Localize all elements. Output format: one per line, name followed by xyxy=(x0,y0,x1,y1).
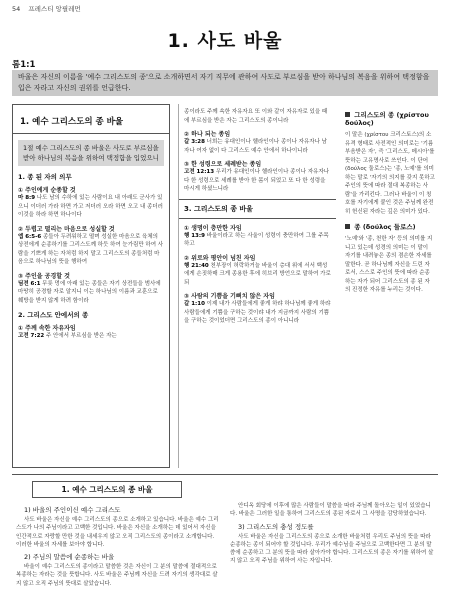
item-verse xyxy=(184,300,331,326)
glossary-text: '노예'와 '종, 천한 자' 등의 의미를 지니고 있는데 성경의 의미는 이 말이 자기를 내려놓은 종의 겸손한 자세를 말한다. 곧 하나님께 자신을 드린 자로서, 스스로 주인의 뜻에 따라 순종하는 자가 되어 그리스도의 종 된 자의 진정한 자유를 누리는 것이다. xyxy=(345,236,433,293)
item-verse xyxy=(18,233,164,267)
verse-ref: 행 13:9 xyxy=(184,232,205,239)
item-title: ③ 한 성령으로 세례받는 종임 xyxy=(184,161,262,168)
verse-text: 너희는 유대인이나 헬라인이나 종이나 자유자나 남자나 여자 없이 다 그리스도 예수 안에서 하나이니라 xyxy=(184,139,327,154)
sermon-point-heading: 2) 주님의 말씀에 순종하는 바울 xyxy=(24,553,115,562)
item-verse xyxy=(184,262,331,288)
verse-ref: 고전 12:13 xyxy=(184,169,215,175)
verse-ref: 고전 7:22 xyxy=(18,333,45,339)
square-bullet-icon xyxy=(345,112,350,117)
item-title: ① 생명이 충만한 자임 xyxy=(184,224,242,232)
sermon-point-heading: 1) 바울의 주인이신 예수 그리스도 xyxy=(24,506,121,514)
glossary-greek: (δούλος 둘로스) xyxy=(362,223,416,231)
verse-text: 바울이라고 하는 사울이 성령이 충만하여 그를 주목하고 xyxy=(184,232,329,247)
item-verse xyxy=(184,168,331,194)
item-list xyxy=(184,129,331,194)
item-title: ① 주께 속한 자유자임 xyxy=(18,325,76,332)
verse-ref: 갈 1:10 xyxy=(184,301,205,307)
square-bullet-icon xyxy=(345,224,350,229)
item-list xyxy=(18,185,164,305)
verse-text: 나도 남의 수하에 있는 사람이요 내 아래도 군사가 있으니 이더러 가라 하면 가고 저더러 오라 하면 오고 내 종더러 이것을 하라 하면 하나이다 xyxy=(18,195,163,218)
continued-text: 종이라도 주께 속한 자유자요 또 이와 같이 자유자로 있을 때에 부르심을 받은 자는 그리스도의 종이니라 xyxy=(184,109,328,124)
verse-text: 종들아 두려워하고 떨며 성실한 마음으로 육체의 상전에게 순종하기를 그리스도께 하듯 하여 눈가림만 하여 사람을 기쁘게 하는 자처럼 하지 말고 그리스도의 종들처럼 마음으로 하나님의 뜻을 행하여 xyxy=(18,233,164,265)
sermon-paragraph: 사도 바울은 자신을 예수 그리스도의 종으로 소개하고 있습니다. 바울은 예수 그리스도가 나의 주님이라고 고백한 것입니다. 바울은 자신을 소개하는 데 있어서 자신을 인간적으로 자랑할 만한 것을 내세우지 않고 오직 그리스도의 종이라고 소개합니다. 이러한 바울의 자세를 보아야 합니다. xyxy=(16,517,219,548)
item-verse xyxy=(184,232,331,249)
item-title: ② 두렵고 떨리는 마음으로 성실할 것 xyxy=(18,225,115,233)
subsection-heading: 1. 종 된 자의 의무 xyxy=(18,173,72,181)
item-title: ① 주인에게 순종할 것 xyxy=(18,187,76,194)
verse-text: 이제 내가 사람들에게 좋게 하랴 하나님께 좋게 하랴 사람들에게 기쁨을 구하는 것이랴 내가 지금까지 사람의 기쁨을 구하는 것이었더면 그리스도의 종이 아니니라 xyxy=(184,301,331,324)
glossary-text: 이 말은 (χρίστου 크리스토스)의 소유격 형태로 사전적인 의미로는 '기름 부음받은 자', 즉 '그리스도, 메시아'를 뜻하는 고유명사로 쓰인다. 이 단어(δούλος 둘로스)는 '종, 노예'를 의미하는 말로 '자기의 의지를 갖지 못하고 주인의 뜻에 따라 절대 복종하는 사람'을 가리킨다. 그러나 바울이 이 칭호를 자기에게 붙인 것은 주님께 완전히 헌신된 자라는 깊은 의미가 있다. xyxy=(345,132,435,215)
sermon-title: 1. 예수 그리스도의 종 바울 xyxy=(32,481,182,498)
glossary-term: 종 xyxy=(354,223,361,231)
outline-column-2 xyxy=(178,104,336,468)
glossary-heading xyxy=(345,110,435,127)
verse-text: 무릇 멍에 아래 있는 종들은 자기 상전들을 범사에 마땅히 공경할 자로 알지니 이는 하나님의 이름과 교훈으로 훼방을 받지 않게 하려 함이라 xyxy=(18,280,161,304)
item-title: ③ 사람의 기쁨을 기뻐치 않은 자임 xyxy=(184,293,275,300)
running-title: 프레스티 앙필레먼 xyxy=(28,5,81,13)
verse-text: 우리가 유대인이나 헬라인이나 종이나 자유자나 다 한 성령으로 세례를 받아 한 몸이 되었고 또 다 한 성령을 마시게 하셨느니라 xyxy=(184,169,330,192)
item-title: ② 하나 되는 종임 xyxy=(184,131,231,138)
item-verse xyxy=(18,280,164,306)
item-title: ② 위로와 평안이 넘친 자임 xyxy=(184,254,256,262)
glossary-term: 그리스도의 종 xyxy=(354,111,395,119)
sermon-point-heading: 3) 그리스도의 충성 정도를 xyxy=(238,522,314,531)
section-title: 1. 예수 그리스도의 종 바울 xyxy=(13,105,169,134)
sermon-paragraph: 사도 바울은 자신을 그리스도의 종으로 소개한 바울처럼 우리도 주님의 뜻을 따라 순종하는 종이 되어야 할 것입니다. 우리가 예수님을 주님으로 고백한다면 그 분의 말씀에 순종하고 그 분의 뜻을 따라 살아가야 합니다. 그리스도의 종은 자기를 위하여 살지 않고 오직 주님을 위하여 사는 자입니다. xyxy=(230,533,434,565)
verse-ref: 엡 6:5-6 xyxy=(18,233,42,240)
section-heading: 3. 그리스도의 종 바울 xyxy=(179,199,336,219)
key-verse-box: 1절 예수 그리스도의 종 바울은 사도로 부르심을 받아 하나님의 복음을 위하여 택정함을 입었으니 xyxy=(18,140,164,166)
sermon-paragraph: 바울이 예수 그리스도의 종이라고 말씀한 것은 자신이 그 분의 말씀에 절대적으로 복종하는 자라는 것을 뜻합니다. 사도 바울은 주님께 자신을 드려 자기의 생각대로 살지 않고 오직 주님의 뜻대로 살았습니다. xyxy=(16,564,218,587)
verse-ref: 갈 3:28 xyxy=(184,139,205,145)
item-verse xyxy=(18,194,164,220)
page-title: 1. 사도 바울 xyxy=(167,30,283,52)
sermon-column-left xyxy=(16,502,220,588)
verse-ref: 마 8:9 xyxy=(18,195,36,201)
verse-ref: 행 21:40 xyxy=(184,262,209,269)
glossary-sidebar xyxy=(342,104,438,468)
intro-summary: 바울은 자신의 이름을 '예수 그리스도의 종'으로 소개하면서 자기 직무에 관하여 사도로 부르심을 받아 하나님의 복음을 위하여 택정함을 입은 자라고 자신의 권위를 언급한다. xyxy=(12,70,438,96)
verse-text: 주 안에서 부르심을 받은 자는 xyxy=(45,333,117,339)
sermon-paragraph: 안디옥 회당에 이후에 많은 사람들이 말씀을 따라 주님께 돌아오는 일이 있었습니다. 바울은 그러한 일을 통하여 그리스도의 종된 자로서 그 사명을 감당하였습니다. xyxy=(230,503,431,518)
item-title: ③ 주인을 공경할 것 xyxy=(18,272,70,280)
glossary-greek: (χρίστου δούλος) xyxy=(345,111,429,127)
outline-column-1 xyxy=(12,104,170,468)
subsection-heading: 2. 그리스도 안에서의 종 xyxy=(18,311,89,319)
verse-reference: 롬1:1 xyxy=(12,60,36,70)
verse-ref: 딤전 6:1 xyxy=(18,280,41,287)
page-number: 54 xyxy=(12,5,21,13)
item-verse xyxy=(184,138,331,155)
verse-text: 천부장이 허락하거늘 바울이 층대 위에 서서 백성에게 손짓하매 크게 종용한 후에 히브리 방언으로 말하여 가로되 xyxy=(184,262,331,286)
item-list xyxy=(184,223,331,326)
glossary-heading xyxy=(345,222,435,231)
sermon-column-right xyxy=(230,502,434,588)
item-verse xyxy=(18,332,164,341)
page-header xyxy=(12,4,438,16)
item-list xyxy=(18,323,164,341)
sermon-section xyxy=(12,474,438,604)
